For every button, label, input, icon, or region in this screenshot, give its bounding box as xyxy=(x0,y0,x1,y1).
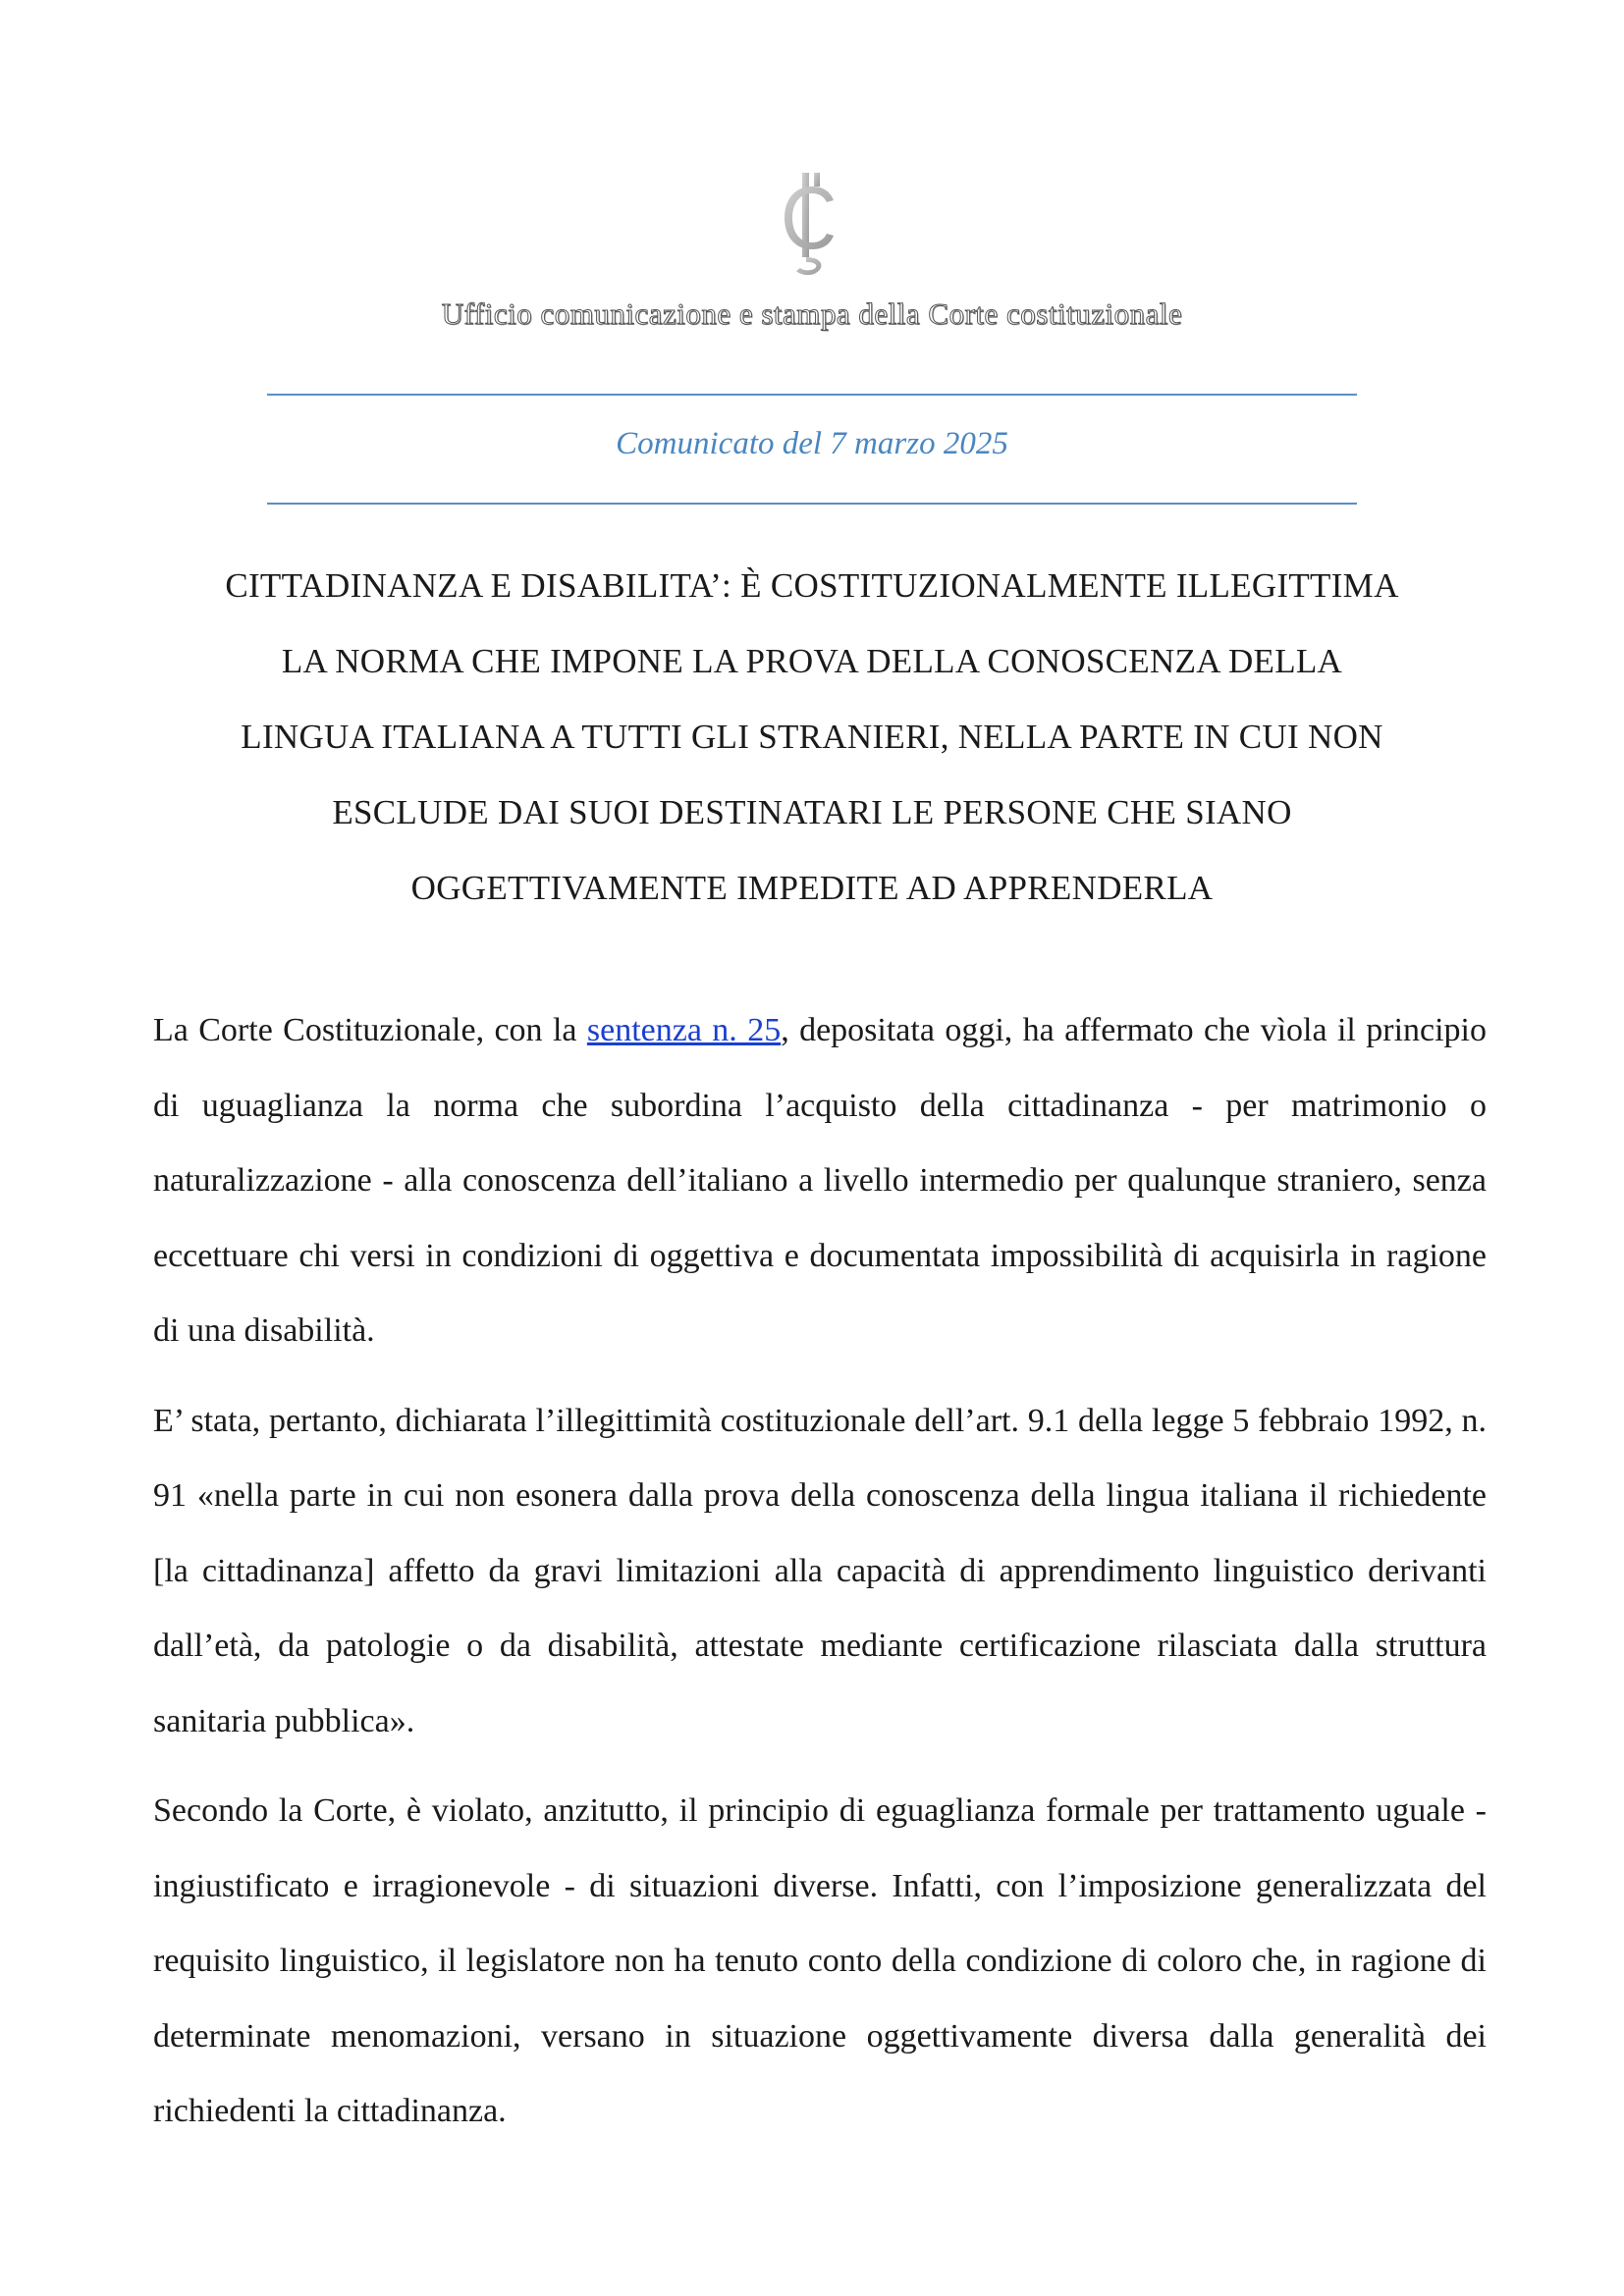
header-rule-top xyxy=(267,394,1357,396)
headline-line: LINGUA ITALIANA A TUTTI GLI STRANIERI, NELLA PARTE IN CUI NON xyxy=(241,718,1383,756)
sentenza-link[interactable]: sentenza n. 25 xyxy=(586,1012,782,1048)
paragraph-1-rest: , depositata oggi, ha affermato che vìola il principio di uguaglianza la norma che subordina l’acquisto della cittadinanza - per matrimonio o naturalizzazione - alla conoscenza dell’italiano a livello intermedio per qualunque straniero, senza eccettuare chi versi in condizioni di oggettiva e documentata impossibilità di acquisirla in ragione di una disabilità. xyxy=(153,1012,1488,1349)
headline xyxy=(147,548,1477,926)
headline-line: CITTADINANZA E DISABILITA’: È COSTITUZIONALMENTE ILLEGITTIMA xyxy=(225,566,1399,605)
press-release-date: Comunicato del 7 marzo 2025 xyxy=(616,426,1008,461)
headline-line: ESCLUDE DAI SUOI DESTINATARI LE PERSONE CHE SIANO xyxy=(332,793,1292,831)
headline-line: LA NORMA CHE IMPONE LA PROVA DELLA CONOSCENZA DELLA xyxy=(281,642,1343,680)
office-title: Ufficio comunicazione e stampa della Corte costituzionale xyxy=(441,296,1183,331)
corte-costituzionale-monogram-icon xyxy=(773,173,851,279)
header-rule-bottom xyxy=(267,503,1357,505)
paragraph-1-lead: La Corte Costituzionale, con la xyxy=(153,1012,587,1048)
body-text xyxy=(153,993,1487,2164)
headline-line: OGGETTIVAMENTE IMPEDITE AD APPRENDERLA xyxy=(410,869,1214,907)
paragraph-2: E’ stata, pertanto, dichiarata l’illegittimità costituzionale dell’art. 9.1 della legge 5 febbraio 1992, n. 91 «nella parte in cui non esonera dalla prova della conoscenza della lingua italiana il richiedente [la cittadinanza] affetto da gravi limitazioni alla capacità di apprendimento linguistico derivanti dall’età, da patologie o da disabilità, attestate mediante certificazione rilasciata dalla struttura sanitaria pubblica». xyxy=(153,1402,1487,1739)
paragraph-1 xyxy=(153,993,1487,1369)
paragraph-3: Secondo la Corte, è violato, anzitutto, il principio di eguaglianza formale per trattamento uguale - ingiustificato e irragionevole - di situazioni diverse. Infatti, con l’imposizione generalizzata del requisito linguistico, il legislatore non ha tenuto conto della condizione di coloro che, in ragione di determinate menomazioni, versano in situazione oggettivamente diversa dalla generalità dei richiedenti la cittadinanza. xyxy=(153,1792,1487,2129)
